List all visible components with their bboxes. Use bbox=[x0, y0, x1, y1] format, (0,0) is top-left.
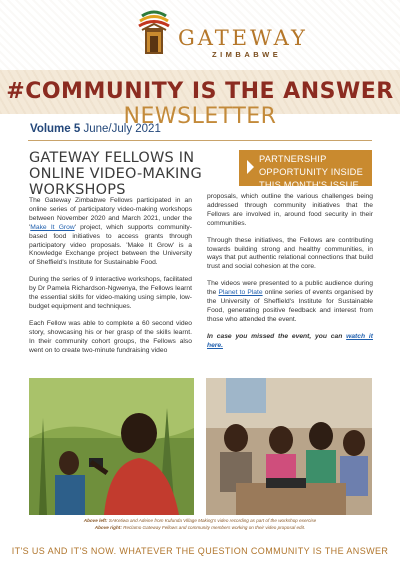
caption-right: Above right: Reclamo Gateway Fellows and community members working on their video proposal edit. bbox=[94, 524, 306, 530]
issue-date: June/July 2021 bbox=[83, 123, 161, 135]
banner-hashtag: #COMMUNITY IS THE ANSWER bbox=[6, 79, 394, 104]
divider bbox=[28, 140, 372, 141]
logo-title: GATEWAY bbox=[178, 26, 308, 50]
paragraph-4: proposals, which outline the various challenges being addressed through community initiatives that the Fellows are involved in, around food security in their communities. bbox=[207, 193, 373, 227]
issue-volume: Volume 5 bbox=[30, 123, 81, 135]
planet-to-plate-link[interactable]: Planet to Plate bbox=[218, 289, 263, 297]
paragraph-6: The videos were presented to a public audience during the Planet to Plate online series of events organised by the University of Sheffield's Institute for Sustainable Food, generating positive feedback and interest from those who attended the event. bbox=[207, 280, 373, 323]
paragraph-7: In case you missed the event, you can watch it here. bbox=[207, 332, 373, 349]
banner-newsletter-word: NEWSLETTER bbox=[123, 104, 277, 129]
banner-title bbox=[0, 79, 400, 129]
paragraph-5: Through these initiatives, the Fellows are contributing towards building strong and healthy communities, in ways that put authentic relational connections that build trust and social cohesion at the core. bbox=[207, 236, 373, 271]
paragraph-1: The Gateway Zimbabwe Fellows participated in an online series of participatory video-making workshops between November 2020 and March 2021, under the 'Make It Grow' project, which supports community-based food initiatives to access grants through participatory video proposals. 'Make It Grow' is a Knowledge Exchange project between the University of Sheffield's Institute for Sustainable Food. bbox=[29, 197, 192, 267]
logo-subtitle: ZIMBABWE bbox=[212, 50, 282, 59]
issue-info bbox=[30, 123, 161, 135]
photo-video-editing bbox=[206, 378, 372, 515]
watch-it-here-link[interactable]: watch it here. bbox=[207, 332, 373, 349]
paragraph-2: During the series of 9 interactive workshops, facilitated by Dr Pamela Richardson-Ngwenya, the Fellows learnt the essential skills for video-making using simple, low-budget equipment and techniques. bbox=[29, 276, 192, 310]
header bbox=[0, 0, 400, 70]
callout-arrow-icon bbox=[247, 160, 254, 174]
make-it-grow-link[interactable]: Make It Grow bbox=[30, 223, 75, 231]
photo-video-recording bbox=[29, 378, 194, 515]
caption-left: Above left: SAKetiwa and Adeine from Kufunda Village Making's video recording as part of the workshop exercise bbox=[83, 518, 317, 523]
gateway-logo-icon bbox=[134, 10, 174, 60]
article-column-right bbox=[207, 193, 373, 359]
footer-tagline: IT'S US AND IT'S NOW. WHATEVER THE QUESTION COMMUNITY IS THE ANSWER bbox=[11, 546, 389, 556]
photo-captions bbox=[40, 518, 360, 531]
article-headline: GATEWAY FELLOWS IN ONLINE VIDEO-MAKING WORKSHOPS bbox=[29, 150, 202, 198]
article-column-left bbox=[29, 197, 192, 364]
callout-text[interactable]: PARTNERSHIP OPPORTUNITY INSIDE THIS MONTH'S ISSUE bbox=[259, 154, 363, 190]
paragraph-3: Each Fellow was able to complete a 60 second video story, showcasing his or her grasp of the skills learnt. In their community cohort groups, the Fellows also went on to create two-minute fundraising video bbox=[29, 319, 192, 354]
